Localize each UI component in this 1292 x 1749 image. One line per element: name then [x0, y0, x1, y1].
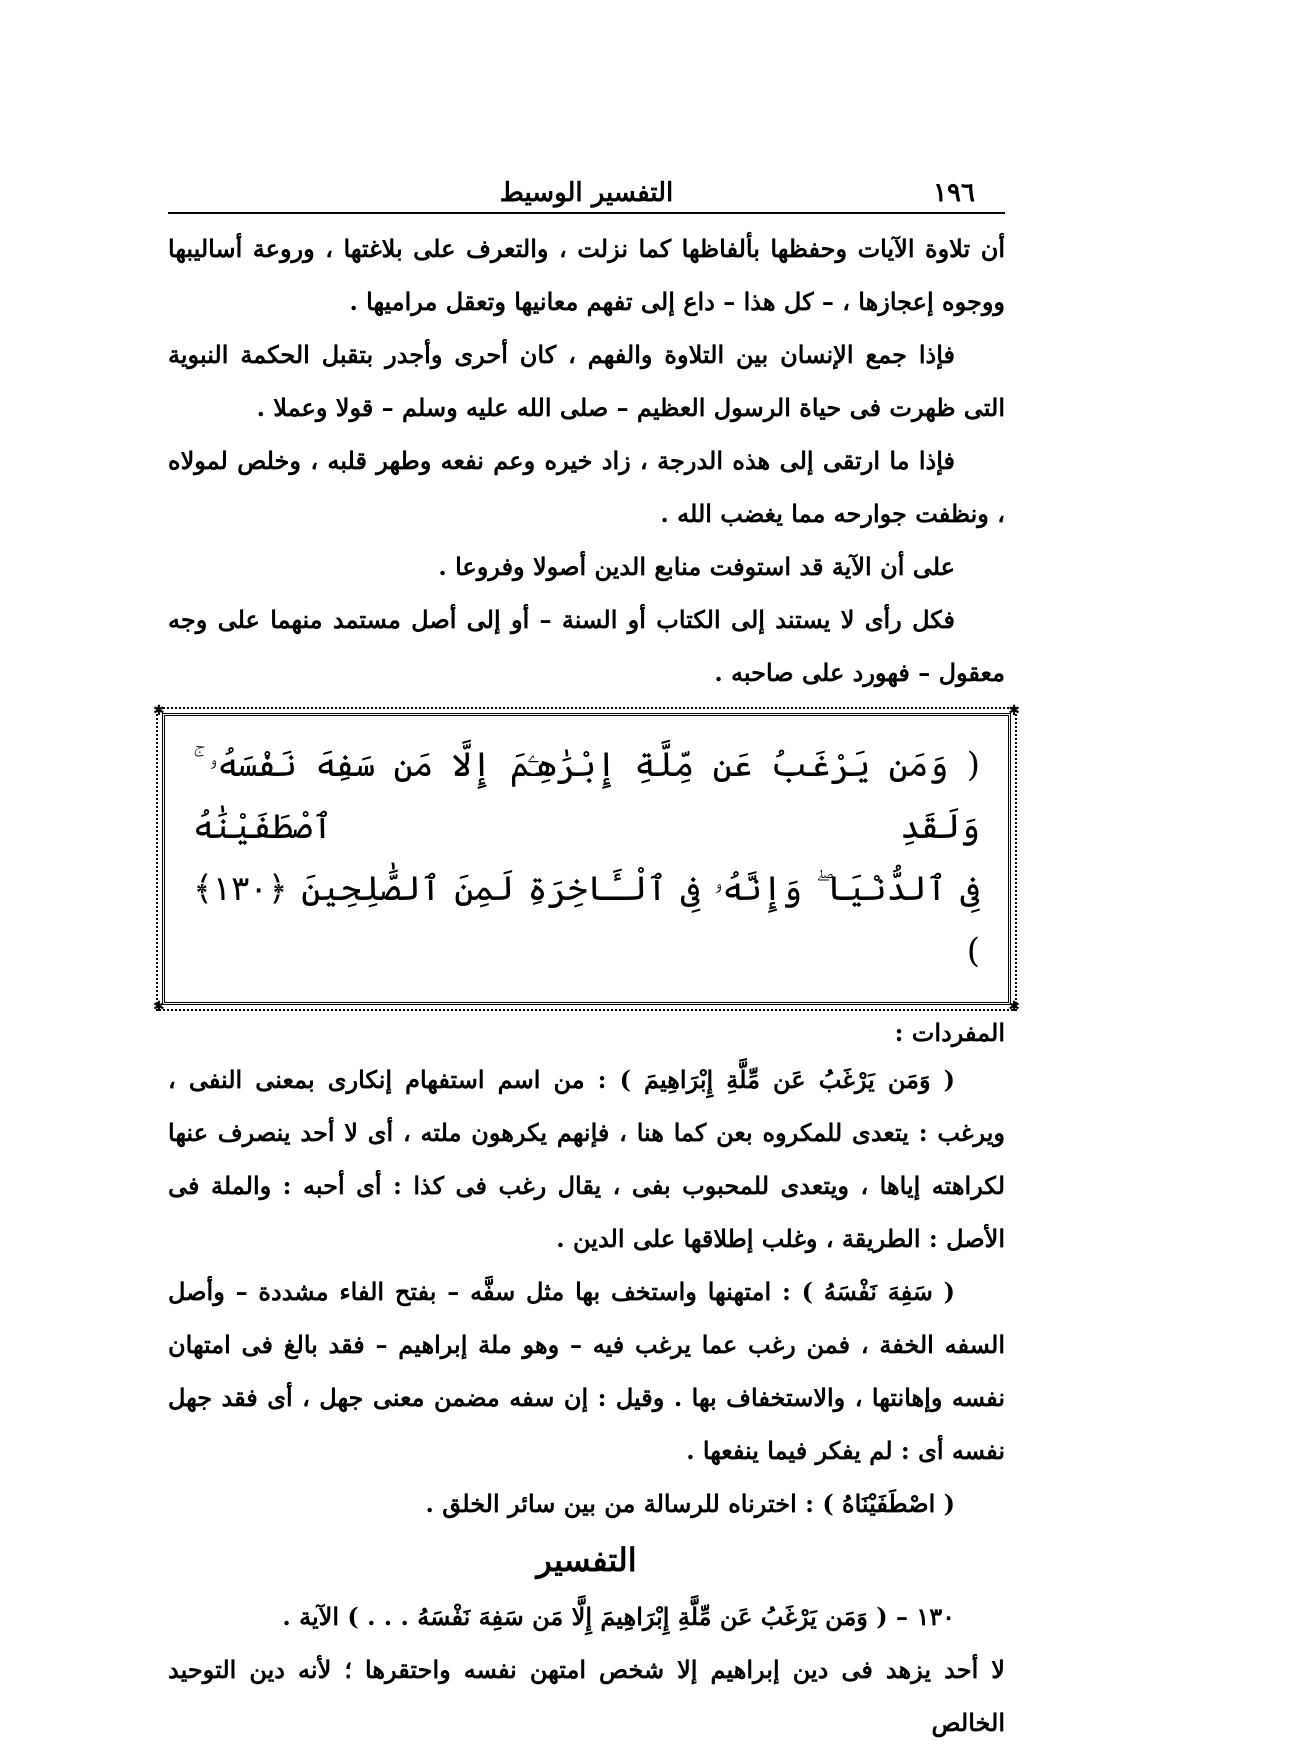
intro-paragraph: على أن الآية قد استوفت منابع الدين أصولا وفروعا .	[438, 552, 955, 581]
vocabulary-heading: المفردات :	[894, 1018, 1005, 1047]
vocabulary-paragraph: ( وَمَن يَرْغَبُ عَن مِّلَّةِ إِبْرَاهِيمَ ) : من اسم استفهام إنكارى بمعنى النفى ، ويرغب : يتعدى للمكروه بعن كما هنا ، فإنهم يكرهون ملته ، أى لا أحد ينصرف عنها لكراهته إياها ، ويتعدى للمحبوب بفى ، يقال رغب فى كذا : أى أحبه : والملة فى الأصل : الطريقة ، وغلب إطلاقها على الدين .	[168, 1065, 1005, 1253]
quran-verse-box	[153, 703, 1020, 1015]
tafsir-paragraph: ١٣٠ – ( وَمَن يَرْغَبُ عَن مِّلَّةِ إِبْرَاهِيمَ إِلَّا مَن سَفِهَ نَفْسَهُ . . . ) الآية .	[282, 1602, 955, 1631]
corner-star-icon: ✱	[1008, 703, 1020, 719]
tafsir-heading: التفسير	[536, 1541, 637, 1579]
page-header	[168, 172, 1005, 214]
corner-star-icon: ✱	[153, 999, 165, 1015]
vocabulary-section	[168, 1013, 1005, 1530]
verse-line: ( وَمَن يَرْغَبُ عَن مِّلَّةِ إِبْرَٰهِـۧمَ إِلَّا مَن سَفِهَ نَفْسَهُۥ ۚ وَلَقَدِ ٱصْطَفَيْنَٰهُ	[193, 745, 980, 847]
intro-section	[168, 222, 1005, 699]
intro-paragraph: فكل رأى لا يستند إلى الكتاب أو السنة – أو إلى أصل مستمد منهما على وجه معقول – فهورد على صاحبه .	[168, 605, 1005, 687]
corner-star-icon: ✱	[153, 703, 165, 719]
vocabulary-paragraph: ( اصْطَفَيْنَاهُ ) : اخترناه للرسالة من بين سائر الخلق .	[425, 1489, 955, 1518]
book-title: التفسير الوسيط	[499, 178, 674, 208]
intro-paragraph: فإذا جمع الإنسان بين التلاوة والفهم ، كان أحرى وأجدر بتقبل الحكمة النبوية التى ظهرت فى حياة الرسول العظيم – صلى الله عليه وسلم – قولا وعملا .	[168, 340, 1005, 422]
document-page	[153, 172, 1020, 1737]
intro-paragraph: فإذا ما ارتقى إلى هذه الدرجة ، زاد خيره وعم نفعه وطهر قلبه ، وخلص لمولاه ، ونظفت جوارحه مما يغضب الله .	[168, 446, 1005, 528]
vocabulary-paragraph: ( سَفِهَ نَفْسَهُ ) : امتهنها واستخف بها مثل سفَّه – بفتح الفاء مشددة – وأصل السفه الخفة ، فمن رغب عما يرغب فيه – وهو ملة إبراهيم – فقد بالغ فى امتهان نفسه وإهانتها ، والاستخفاف بها . وقيل : إن سفه مضمن معنى جهل ، أى فقد جهل نفسه أى : لم يفكر فيما ينفعها .	[168, 1277, 1005, 1465]
tafsir-paragraph: لا أحد يزهد فى دين إبراهيم إلا شخص امتهن نفسه واحتقرها ؛ لأنه دين التوحيد الخالص	[168, 1655, 1005, 1737]
verse-line: فِى ٱلدُّنْيَا ۖ وَإِنَّهُۥ فِى ٱلْـَٔاخِرَةِ لَمِنَ ٱلصَّٰلِحِينَ ﴿١٣٠﴾ )	[193, 869, 980, 971]
corner-star-icon: ✱	[1008, 999, 1020, 1015]
page-number: ١٩٦	[933, 178, 975, 208]
intro-paragraph: أن تلاوة الآيات وحفظها بألفاظها كما نزلت ، والتعرف على بلاغتها ، وروعة أساليبها ووجوه إعجازها ، – كل هذا – داع إلى تفهم معانيها وتعقل مراميها .	[168, 234, 1005, 316]
tafsir-section	[168, 1530, 1005, 1749]
